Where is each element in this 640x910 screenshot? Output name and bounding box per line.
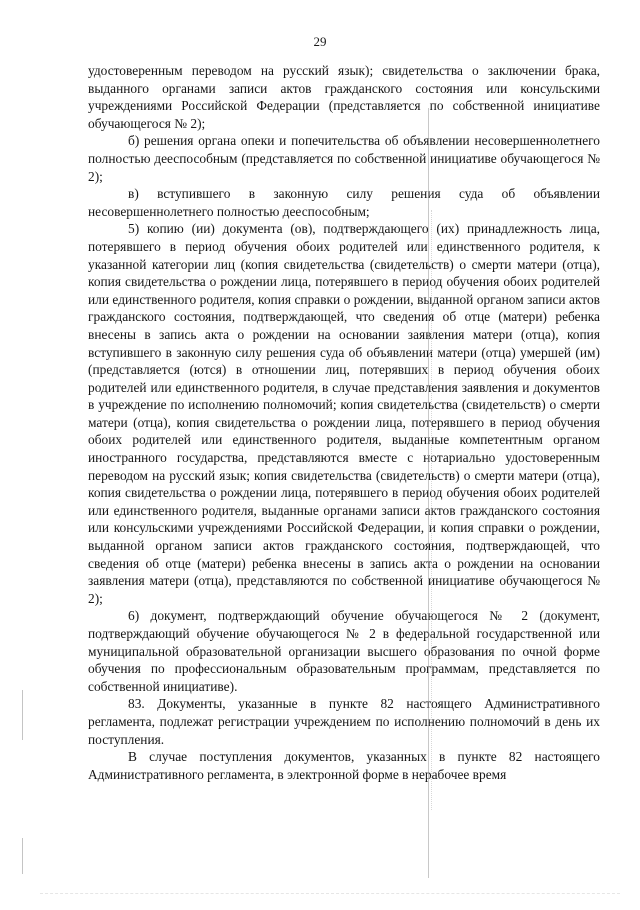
- scan-edge-mark: [22, 690, 23, 740]
- scan-edge-mark: [22, 838, 23, 874]
- paragraph-electronic-submission: В случае поступления документов, указанных в пункте 82 настоящего Административного регламента, в электронной форме в нерабочее время: [88, 749, 600, 782]
- paragraph-item-b: б) решения органа опеки и попечительства об объявлении несовершеннолетнего полностью дееспособным (представляется по собственной инициативе обучающегося № 2);: [88, 133, 600, 184]
- paragraph-item-5: 5) копию (ии) документа (ов), подтверждающего (их) принадлежность лица, потерявшего в период обучения обоих родителей или единственного родителя, к указанной категории лиц (копия свидетельства (свидетельств) о смерти матери (отца), копия свидетельства о рождении лица, потерявшего в период обучения обоих родителей или единственного родителя, копия справки о рождении, выданной органом записи актов гражданского состояния, подтверждающей, что сведения об отце (матери) ребенка внесены в запись акта о рождении на основании заявления матери (отца), копия вступившего в законную силу решения суда об объявлении матери (отца) умершей (им) (представляется (ются) в отношении лиц, потерявших в период обучения обоих родителей или единственного родителя, в случае представления заявления и документов в учреждение по исполнению полномочий; копия свидетельства (свидетельств) о смерти матери (отца), копия свидетельства о рождении лица, потерявшего в период обучения обоих родителей или единственного родителя, выданные компетентным органом иностранного государства, представляются вместе с нотариально удостоверенным переводом на русский язык; копия свидетельства (свидетельств) о смерти матери (отца), копия свидетельства о рождении лица, потерявшего в период обучения обоих родителей или единственного родителя, выданные органами записи актов гражданского состояния или консульскими учреждениями Российской Федерации, и копия справки о рождении, выданной органом записи актов гражданского состояния, подтверждающей, что сведения об отце (матери) ребенка внесены в запись акта о рождении на основании заявления матери (отца), представляются по собственной инициативе обучающегося № 2);: [88, 221, 600, 606]
- paragraph-item-v: в) вступившего в законную силу решения суда об объявлении несовершеннолетнего полностью дееспособным;: [88, 186, 600, 219]
- paragraph-item-6: 6) документ, подтверждающий обучение обучающегося № 2 (документ, подтверждающий обучение обучающегося № 2 в федеральной государственной или муниципальной образовательной организации высшего образования по очной форме обучения по профессиональным образовательным программам, представляется по собственной инициативе).: [88, 608, 600, 694]
- paragraph-continuation: удостоверенным переводом на русский язык); свидетельства о заключении брака, выданного органами записи актов гражданского состояния или консульскими учреждениями Российской Федерации (представляется по собственной инициативе обучающегося № 2);: [88, 63, 600, 131]
- page-number: 29: [313, 34, 327, 49]
- scan-bottom-noise: [40, 893, 620, 894]
- scan-fold-shadow: [431, 210, 432, 810]
- document-body: [88, 62, 600, 783]
- scan-fold-line: [428, 108, 429, 878]
- paragraph-section-83: 83. Документы, указанные в пункте 82 настоящего Административного регламента, подлежат регистрации учреждением по исполнению полномочий в день их поступления.: [88, 696, 600, 747]
